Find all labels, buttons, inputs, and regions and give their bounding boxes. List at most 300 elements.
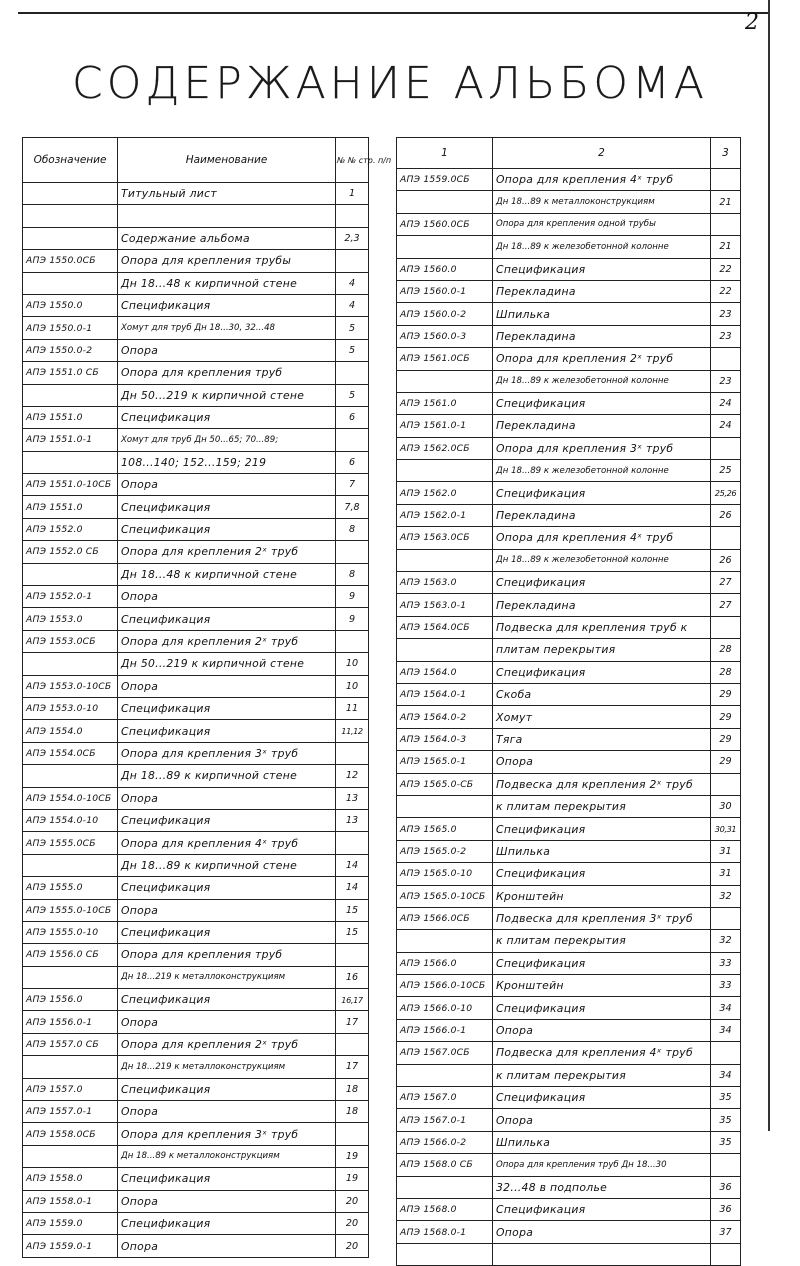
cell-designation: АПЭ 1554.0СБ xyxy=(23,742,118,764)
table-row xyxy=(397,415,741,437)
cell-page: 35 xyxy=(711,1087,741,1109)
table-row xyxy=(23,1011,369,1033)
cell-page: 5 xyxy=(336,339,369,361)
table-row xyxy=(23,294,369,316)
cell-name xyxy=(493,1243,711,1265)
cell-page: 31 xyxy=(711,863,741,885)
cell-name: Опора xyxy=(118,339,336,361)
cell-name: к плитам перекрытия xyxy=(493,795,711,817)
cell-designation xyxy=(23,205,118,227)
table-row xyxy=(397,1243,741,1265)
cell-page: 17 xyxy=(336,1011,369,1033)
cell-page: 30 xyxy=(711,795,741,817)
cell-name: Спецификация xyxy=(493,392,711,414)
cell-designation: АПЭ 1566.0-10 xyxy=(397,997,493,1019)
cell-page: 19 xyxy=(336,1168,369,1190)
cell-name: Шпилька xyxy=(493,840,711,862)
cell-designation: АПЭ 1564.0-2 xyxy=(397,706,493,728)
cell-designation: АПЭ 1555.0 xyxy=(23,877,118,899)
table-row xyxy=(397,706,741,728)
cell-name: Дн 18...89 к металлоконструкциям xyxy=(118,1145,336,1167)
cell-name: Опора xyxy=(118,899,336,921)
cell-page: 22 xyxy=(711,258,741,280)
table-row xyxy=(397,1042,741,1064)
table-row xyxy=(23,742,369,764)
cell-designation: АПЭ 1562.0 xyxy=(397,482,493,504)
cell-name: Хомут xyxy=(493,706,711,728)
table-row xyxy=(397,437,741,459)
table-row xyxy=(397,169,741,191)
table-row xyxy=(397,885,741,907)
cell-page: 15 xyxy=(336,921,369,943)
cell-name: Спецификация xyxy=(118,921,336,943)
cell-designation: АПЭ 1567.0 xyxy=(397,1087,493,1109)
table-row xyxy=(397,191,741,213)
cell-page: 35 xyxy=(711,1131,741,1153)
cell-name: Опора xyxy=(493,751,711,773)
frame-top-border xyxy=(18,12,770,14)
cell-designation: АПЭ 1557.0 xyxy=(23,1078,118,1100)
cell-name: Хомут для труб Дн 50...65; 70...89; xyxy=(118,429,336,451)
cell-designation xyxy=(397,549,493,571)
cell-designation: АПЭ 1563.0СБ xyxy=(397,527,493,549)
table-row xyxy=(397,325,741,347)
cell-name: Подвеска для крепления 3ˣ труб xyxy=(493,907,711,929)
table-row xyxy=(23,809,369,831)
table-row xyxy=(23,227,369,249)
cell-designation: АПЭ 1559.0 xyxy=(23,1212,118,1234)
cell-page: 1 xyxy=(336,183,369,205)
cell-page: 27 xyxy=(711,572,741,594)
cell-name: Содержание альбома xyxy=(118,227,336,249)
cell-name: Опора для крепления одной трубы xyxy=(493,213,711,235)
cell-name: Дн 18...89 к кирпичной стене xyxy=(118,854,336,876)
cell-page: 10 xyxy=(336,653,369,675)
cell-name: Опора для крепления 3ˣ труб xyxy=(493,437,711,459)
cell-name: Опора для крепления 4ˣ труб xyxy=(118,832,336,854)
cell-name: Шпилька xyxy=(493,1131,711,1153)
cell-page: 20 xyxy=(336,1212,369,1234)
cell-designation: АПЭ 1554.0 xyxy=(23,720,118,742)
cell-designation: АПЭ 1558.0СБ xyxy=(23,1123,118,1145)
cell-name: Спецификация xyxy=(118,518,336,540)
table-row xyxy=(397,773,741,795)
cell-designation: АПЭ 1559.0СБ xyxy=(397,169,493,191)
table-row xyxy=(397,683,741,705)
cell-page: 33 xyxy=(711,952,741,974)
cell-name: Опора xyxy=(118,1011,336,1033)
cell-name: Спецификация xyxy=(118,406,336,428)
cell-designation: АПЭ 1557.0-1 xyxy=(23,1101,118,1123)
cell-name: Скоба xyxy=(493,683,711,705)
cell-name: 108...140; 152...159; 219 xyxy=(118,451,336,473)
cell-name: Подвеска для крепления 4ˣ труб xyxy=(493,1042,711,1064)
cell-name: Опора xyxy=(118,474,336,496)
cell-name: Дн 18...219 к металлоконструкциям xyxy=(118,966,336,988)
cell-designation: АПЭ 1561.0-1 xyxy=(397,415,493,437)
cell-designation: АПЭ 1563.0 xyxy=(397,572,493,594)
cell-designation: АПЭ 1551.0 СБ xyxy=(23,362,118,384)
cell-designation: АПЭ 1568.0-1 xyxy=(397,1221,493,1243)
table-row xyxy=(23,697,369,719)
cell-designation xyxy=(23,451,118,473)
cell-name: Спецификация xyxy=(118,1078,336,1100)
cell-page xyxy=(336,944,369,966)
cell-designation xyxy=(397,1243,493,1265)
table-row xyxy=(397,527,741,549)
cell-page: 8 xyxy=(336,518,369,540)
cell-name: Хомут для труб Дн 18...30, 32...48 xyxy=(118,317,336,339)
cell-name: Спецификация xyxy=(493,1198,711,1220)
table-row xyxy=(23,877,369,899)
cell-designation: АПЭ 1555.0СБ xyxy=(23,832,118,854)
cell-name: Дн 50...219 к кирпичной стене xyxy=(118,653,336,675)
table-row xyxy=(23,1033,369,1055)
cell-designation xyxy=(23,854,118,876)
contents-table-right xyxy=(396,137,741,1266)
cell-name: Спецификация xyxy=(118,697,336,719)
cell-designation: АПЭ 1560.0СБ xyxy=(397,213,493,235)
cell-name: Опора для крепления 2ˣ труб xyxy=(118,630,336,652)
cell-designation: АПЭ 1568.0 СБ xyxy=(397,1154,493,1176)
cell-page: 2,3 xyxy=(336,227,369,249)
cell-name: Подвеска для крепления труб к xyxy=(493,616,711,638)
cell-designation: АПЭ 1551.0 xyxy=(23,496,118,518)
table-row xyxy=(397,258,741,280)
cell-designation: АПЭ 1552.0-1 xyxy=(23,586,118,608)
table-row xyxy=(397,303,741,325)
cell-name: плитам перекрытия xyxy=(493,639,711,661)
cell-designation xyxy=(23,1145,118,1167)
cell-page: 25,26 xyxy=(711,482,741,504)
header-col-1: 1 xyxy=(397,138,493,169)
cell-name: Перекладина xyxy=(493,415,711,437)
table-row xyxy=(23,384,369,406)
cell-page: 18 xyxy=(336,1078,369,1100)
table-row xyxy=(397,997,741,1019)
table-row xyxy=(397,840,741,862)
cell-designation: АПЭ 1550.0СБ xyxy=(23,250,118,272)
cell-designation: АПЭ 1554.0-10 xyxy=(23,809,118,831)
table-row xyxy=(397,370,741,392)
cell-page xyxy=(711,437,741,459)
cell-name: Кронштейн xyxy=(493,885,711,907)
cell-name: Опора для крепления 4ˣ труб xyxy=(493,169,711,191)
cell-designation xyxy=(397,236,493,258)
cell-page xyxy=(711,616,741,638)
table-row xyxy=(397,1154,741,1176)
cell-designation xyxy=(23,384,118,406)
cell-designation xyxy=(23,227,118,249)
cell-page: 15 xyxy=(336,899,369,921)
table-row xyxy=(23,406,369,428)
cell-name: Спецификация xyxy=(493,1087,711,1109)
cell-designation xyxy=(397,370,493,392)
cell-designation xyxy=(23,272,118,294)
header-col-2: 2 xyxy=(493,138,711,169)
table-row xyxy=(397,482,741,504)
table-row xyxy=(397,639,741,661)
cell-page xyxy=(336,1123,369,1145)
cell-page xyxy=(711,773,741,795)
table-row xyxy=(23,474,369,496)
table-row xyxy=(23,899,369,921)
cell-page: 28 xyxy=(711,661,741,683)
cell-designation xyxy=(397,930,493,952)
cell-name: Спецификация xyxy=(118,496,336,518)
cell-name: Перекладина xyxy=(493,594,711,616)
cell-designation: АПЭ 1556.0 xyxy=(23,989,118,1011)
table-row xyxy=(23,921,369,943)
cell-page: 4 xyxy=(336,272,369,294)
cell-page: 35 xyxy=(711,1109,741,1131)
cell-designation: АПЭ 1556.0-1 xyxy=(23,1011,118,1033)
cell-page: 7 xyxy=(336,474,369,496)
cell-name: Спецификация xyxy=(118,1212,336,1234)
cell-page: 5 xyxy=(336,384,369,406)
cell-designation: АПЭ 1558.0 xyxy=(23,1168,118,1190)
cell-designation: АПЭ 1566.0 xyxy=(397,952,493,974)
table-row xyxy=(397,572,741,594)
table-row xyxy=(23,451,369,473)
cell-designation xyxy=(23,183,118,205)
table-row xyxy=(23,429,369,451)
cell-page: 29 xyxy=(711,683,741,705)
cell-page xyxy=(336,1033,369,1055)
cell-page xyxy=(336,630,369,652)
cell-designation: АПЭ 1566.0-2 xyxy=(397,1131,493,1153)
cell-name: Опора xyxy=(118,1235,336,1257)
table-row xyxy=(23,586,369,608)
table-row xyxy=(397,818,741,840)
cell-name: Опора для крепления 3ˣ труб xyxy=(118,742,336,764)
cell-designation xyxy=(23,765,118,787)
cell-page xyxy=(336,832,369,854)
cell-name: Шпилька xyxy=(493,303,711,325)
cell-designation: АПЭ 1566.0СБ xyxy=(397,907,493,929)
table-row xyxy=(23,317,369,339)
cell-page xyxy=(711,1042,741,1064)
cell-name: Спецификация xyxy=(493,997,711,1019)
cell-page: 4 xyxy=(336,294,369,316)
cell-page: 16,17 xyxy=(336,989,369,1011)
cell-name: Опора для крепления труб Дн 18...30 xyxy=(493,1154,711,1176)
cell-page: 10 xyxy=(336,675,369,697)
table-row xyxy=(23,608,369,630)
cell-designation: АПЭ 1567.0СБ xyxy=(397,1042,493,1064)
cell-name: Спецификация xyxy=(493,258,711,280)
cell-designation: АПЭ 1558.0-1 xyxy=(23,1190,118,1212)
cell-designation: АПЭ 1564.0 xyxy=(397,661,493,683)
cell-page: 26 xyxy=(711,549,741,571)
table-row xyxy=(23,1123,369,1145)
cell-name: Спецификация xyxy=(118,809,336,831)
cell-page: 25 xyxy=(711,460,741,482)
cell-page: 20 xyxy=(336,1235,369,1257)
table-row xyxy=(397,348,741,370)
cell-page: 26 xyxy=(711,504,741,526)
table-row xyxy=(397,280,741,302)
cell-page: 34 xyxy=(711,997,741,1019)
cell-name: Дн 18...48 к кирпичной стене xyxy=(118,272,336,294)
table-row xyxy=(23,1145,369,1167)
cell-designation: АПЭ 1564.0СБ xyxy=(397,616,493,638)
cell-designation: АПЭ 1560.0-3 xyxy=(397,325,493,347)
table-row xyxy=(23,787,369,809)
cell-name: Спецификация xyxy=(493,952,711,974)
cell-page: 29 xyxy=(711,728,741,750)
cell-page: 32 xyxy=(711,930,741,952)
table-row xyxy=(397,1221,741,1243)
table-row xyxy=(23,1056,369,1078)
header-page: № № стр. п/п xyxy=(336,138,369,183)
cell-name: Дн 18...219 к металлоконструкциям xyxy=(118,1056,336,1078)
table-row xyxy=(23,832,369,854)
cell-name: Опора xyxy=(118,1190,336,1212)
cell-name: Дн 18...89 к железобетонной колонне xyxy=(493,236,711,258)
cell-page: 29 xyxy=(711,706,741,728)
cell-designation: АПЭ 1554.0-10СБ xyxy=(23,787,118,809)
cell-page xyxy=(336,541,369,563)
cell-name: Спецификация xyxy=(118,720,336,742)
cell-designation: АПЭ 1562.0-1 xyxy=(397,504,493,526)
cell-name xyxy=(118,205,336,227)
table-row xyxy=(397,1131,741,1153)
cell-page xyxy=(711,1154,741,1176)
cell-page: 18 xyxy=(336,1101,369,1123)
cell-name: Опора для крепления 2ˣ труб xyxy=(118,541,336,563)
contents-table-left xyxy=(22,137,392,1258)
cell-page: 21 xyxy=(711,236,741,258)
cell-page: 29 xyxy=(711,751,741,773)
cell-designation: АПЭ 1560.0-2 xyxy=(397,303,493,325)
table-row xyxy=(23,944,369,966)
table-row xyxy=(397,549,741,571)
cell-page: 9 xyxy=(336,586,369,608)
table-row xyxy=(397,1109,741,1131)
cell-designation: АПЭ 1565.0-10 xyxy=(397,863,493,885)
frame-right-border xyxy=(768,0,770,1131)
table-header-row xyxy=(397,138,741,169)
cell-designation: АПЭ 1561.0 xyxy=(397,392,493,414)
cell-designation: АПЭ 1552.0 СБ xyxy=(23,541,118,563)
cell-page xyxy=(711,213,741,235)
cell-designation: АПЭ 1553.0СБ xyxy=(23,630,118,652)
cell-name: Спецификация xyxy=(118,608,336,630)
cell-name: Опора для крепления 4ˣ труб xyxy=(493,527,711,549)
table-row xyxy=(23,205,369,227)
table-row xyxy=(397,751,741,773)
table-row xyxy=(397,952,741,974)
cell-page: 33 xyxy=(711,975,741,997)
cell-page: 19 xyxy=(336,1145,369,1167)
cell-page xyxy=(711,527,741,549)
cell-name: Кронштейн xyxy=(493,975,711,997)
table-row xyxy=(397,728,741,750)
table-row xyxy=(23,1190,369,1212)
cell-designation: АПЭ 1550.0-2 xyxy=(23,339,118,361)
cell-designation: АПЭ 1565.0-1 xyxy=(397,751,493,773)
cell-designation: АПЭ 1551.0 xyxy=(23,406,118,428)
cell-page: 20 xyxy=(336,1190,369,1212)
cell-designation xyxy=(23,563,118,585)
cell-designation: АПЭ 1561.0СБ xyxy=(397,348,493,370)
cell-designation: АПЭ 1564.0-3 xyxy=(397,728,493,750)
cell-page xyxy=(711,348,741,370)
cell-name: Спецификация xyxy=(118,877,336,899)
cell-page: 23 xyxy=(711,303,741,325)
cell-page: 11,12 xyxy=(336,720,369,742)
cell-name: Титульный лист xyxy=(118,183,336,205)
cell-name: Дн 18...89 к железобетонной колонне xyxy=(493,549,711,571)
table-row xyxy=(23,765,369,787)
sheet-number: 2 xyxy=(745,10,759,35)
table-row xyxy=(397,795,741,817)
cell-name: Опора xyxy=(118,787,336,809)
table-row xyxy=(23,966,369,988)
cell-name: Опора xyxy=(118,675,336,697)
cell-designation xyxy=(397,795,493,817)
cell-name: Опора xyxy=(493,1109,711,1131)
cell-page: 6 xyxy=(336,451,369,473)
cell-name: Дн 18...89 к железобетонной колонне xyxy=(493,460,711,482)
cell-name: к плитам перекрытия xyxy=(493,1064,711,1086)
cell-page: 36 xyxy=(711,1198,741,1220)
cell-designation: АПЭ 1563.0-1 xyxy=(397,594,493,616)
cell-designation: АПЭ 1553.0-10СБ xyxy=(23,675,118,697)
cell-page xyxy=(336,742,369,764)
cell-name: Спецификация xyxy=(493,572,711,594)
cell-page xyxy=(711,907,741,929)
cell-designation: АПЭ 1564.0-1 xyxy=(397,683,493,705)
cell-page: 13 xyxy=(336,809,369,831)
cell-designation: АПЭ 1553.0-10 xyxy=(23,697,118,719)
cell-name: Спецификация xyxy=(118,294,336,316)
table-row xyxy=(23,989,369,1011)
table-row xyxy=(23,854,369,876)
cell-designation: АПЭ 1550.0 xyxy=(23,294,118,316)
cell-name: Тяга xyxy=(493,728,711,750)
cell-name: Дн 18...89 к кирпичной стене xyxy=(118,765,336,787)
table-row xyxy=(23,1212,369,1234)
table-row xyxy=(397,236,741,258)
cell-designation: АПЭ 1565.0-СБ xyxy=(397,773,493,795)
cell-designation xyxy=(23,1056,118,1078)
table-row xyxy=(397,907,741,929)
cell-page: 34 xyxy=(711,1019,741,1041)
table-row xyxy=(397,1064,741,1086)
cell-designation: АПЭ 1551.0-10СБ xyxy=(23,474,118,496)
page-title: СОДЕРЖАНИЕ АЛЬБОМА xyxy=(71,58,709,109)
cell-page: 21 xyxy=(711,191,741,213)
cell-name: к плитам перекрытия xyxy=(493,930,711,952)
cell-page: 17 xyxy=(336,1056,369,1078)
cell-page xyxy=(711,169,741,191)
cell-page: 37 xyxy=(711,1221,741,1243)
cell-name: Перекладина xyxy=(493,504,711,526)
cell-page xyxy=(336,429,369,451)
cell-designation xyxy=(397,1176,493,1198)
cell-name: Опора xyxy=(118,1101,336,1123)
cell-name: Спецификация xyxy=(493,863,711,885)
cell-designation: АПЭ 1565.0-10СБ xyxy=(397,885,493,907)
cell-designation: АПЭ 1553.0 xyxy=(23,608,118,630)
table-row xyxy=(23,339,369,361)
cell-name: Опора для крепления 3ˣ труб xyxy=(118,1123,336,1145)
table-row xyxy=(397,392,741,414)
cell-page: 30,31 xyxy=(711,818,741,840)
cell-designation: АПЭ 1550.0-1 xyxy=(23,317,118,339)
